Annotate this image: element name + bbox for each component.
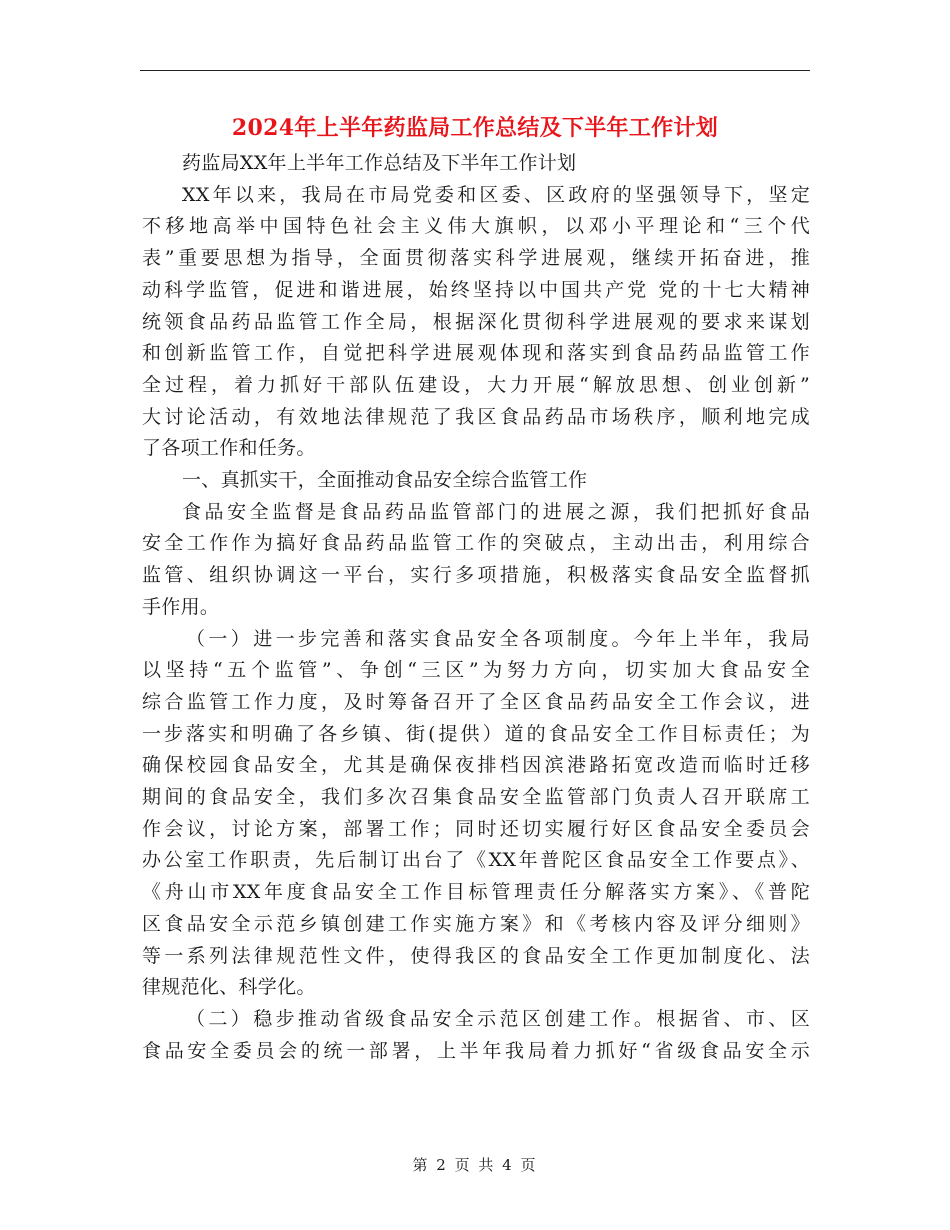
text-line: （一）进一步完善和落实食品安全各项制度。今年上半年，我局 bbox=[186, 627, 810, 650]
text-line: 安全工作作为搞好食品药品监管工作的突破点，主动出击，利用综合 bbox=[142, 532, 810, 555]
text-line: XX年以来，我局在市局党委和区委、区政府的坚强领导下，坚定 bbox=[182, 183, 810, 206]
text-line: （二）稳步推动省级食品安全示范区创建工作。根据省、市、区 bbox=[186, 1007, 810, 1030]
text-line: 统领食品药品监管工作全局，根据深化贯彻科学进展观的要求来谋划 bbox=[142, 310, 810, 333]
text-line: 了各项工作和任务。 bbox=[142, 437, 316, 460]
text-line: 律规范化、科学化。 bbox=[142, 976, 316, 999]
text-line: 食品安全委员会的统一部署，上半年我局着力抓好“省级食品安全示 bbox=[142, 1039, 810, 1062]
document-body bbox=[142, 148, 810, 1067]
text-line: 食品安全监督是食品药品监管部门的进展之源，我们把抓好食品 bbox=[182, 500, 810, 523]
text-line: 表”重要思想为指导，全面贯彻落实科学进展观，继续开拓奋进，推 bbox=[142, 247, 810, 270]
text-line: 不移地高举中国特色社会主义伟大旗帜，以邓小平理论和“三个代 bbox=[142, 215, 810, 238]
text-line: 手作用。 bbox=[142, 595, 220, 618]
text-line: 和创新监管工作，自觉把科学进展观体现和落实到食品药品监管工作 bbox=[142, 342, 810, 365]
text-line: 一、真抓实干，全面推动食品安全综合监管工作 bbox=[182, 469, 588, 492]
page-number: 第 2 页 共 4 页 bbox=[412, 1156, 538, 1174]
text-line: 监管、组织协调这一平台，实行多项措施，积极落实食品安全监督抓 bbox=[142, 564, 810, 587]
text-line: 全过程，着力抓好干部队伍建设，大力开展“解放思想、创业创新” bbox=[142, 373, 810, 396]
text-line: 以坚持“五个监管”、争创“三区”为努力方向，切实加大食品安全 bbox=[142, 659, 810, 682]
text-line: 作会议，讨论方案，部署工作；同时还切实履行好区食品安全委员会 bbox=[142, 817, 810, 840]
text-line: 区食品安全示范乡镇创建工作实施方案》和《考核内容及评分细则》 bbox=[142, 912, 810, 935]
text-line: 药监局XX年上半年工作总结及下半年工作计划 bbox=[182, 152, 577, 174]
text-line: 期间的食品安全，我们多次召集食品安全监管部门负责人召开联席工 bbox=[142, 786, 810, 809]
text-line: 《舟山市XX年度食品安全工作目标管理责任分解落实方案》、《普陀 bbox=[142, 881, 810, 904]
text-line: 办公室工作职责，先后制订出台了《XX年普陀区食品安全工作要点》、 bbox=[142, 849, 810, 872]
text-line: 等一系列法律规范性文件，使得我区的食品安全工作更加制度化、法 bbox=[142, 944, 810, 967]
header-rule bbox=[140, 70, 810, 71]
text-line: 综合监管工作力度，及时筹备召开了全区食品药品安全工作会议，进 bbox=[142, 690, 810, 713]
text-line: 一步落实和明确了各乡镇、街(提供）道的食品安全工作目标责任；为 bbox=[142, 722, 810, 745]
text-line: 大讨论活动，有效地法律规范了我区食品药品市场秩序，顺利地完成 bbox=[142, 405, 810, 428]
text-line: 动科学监管，促进和谐进展，始终坚持以中国共产党 党的十七大精神 bbox=[142, 278, 810, 301]
text-line: 确保校园食品安全，尤其是确保夜排档因滨港路拓宽改造而临时迁移 bbox=[142, 754, 810, 777]
document-title: 2024年上半年药监局工作总结及下半年工作计划 bbox=[231, 115, 719, 141]
